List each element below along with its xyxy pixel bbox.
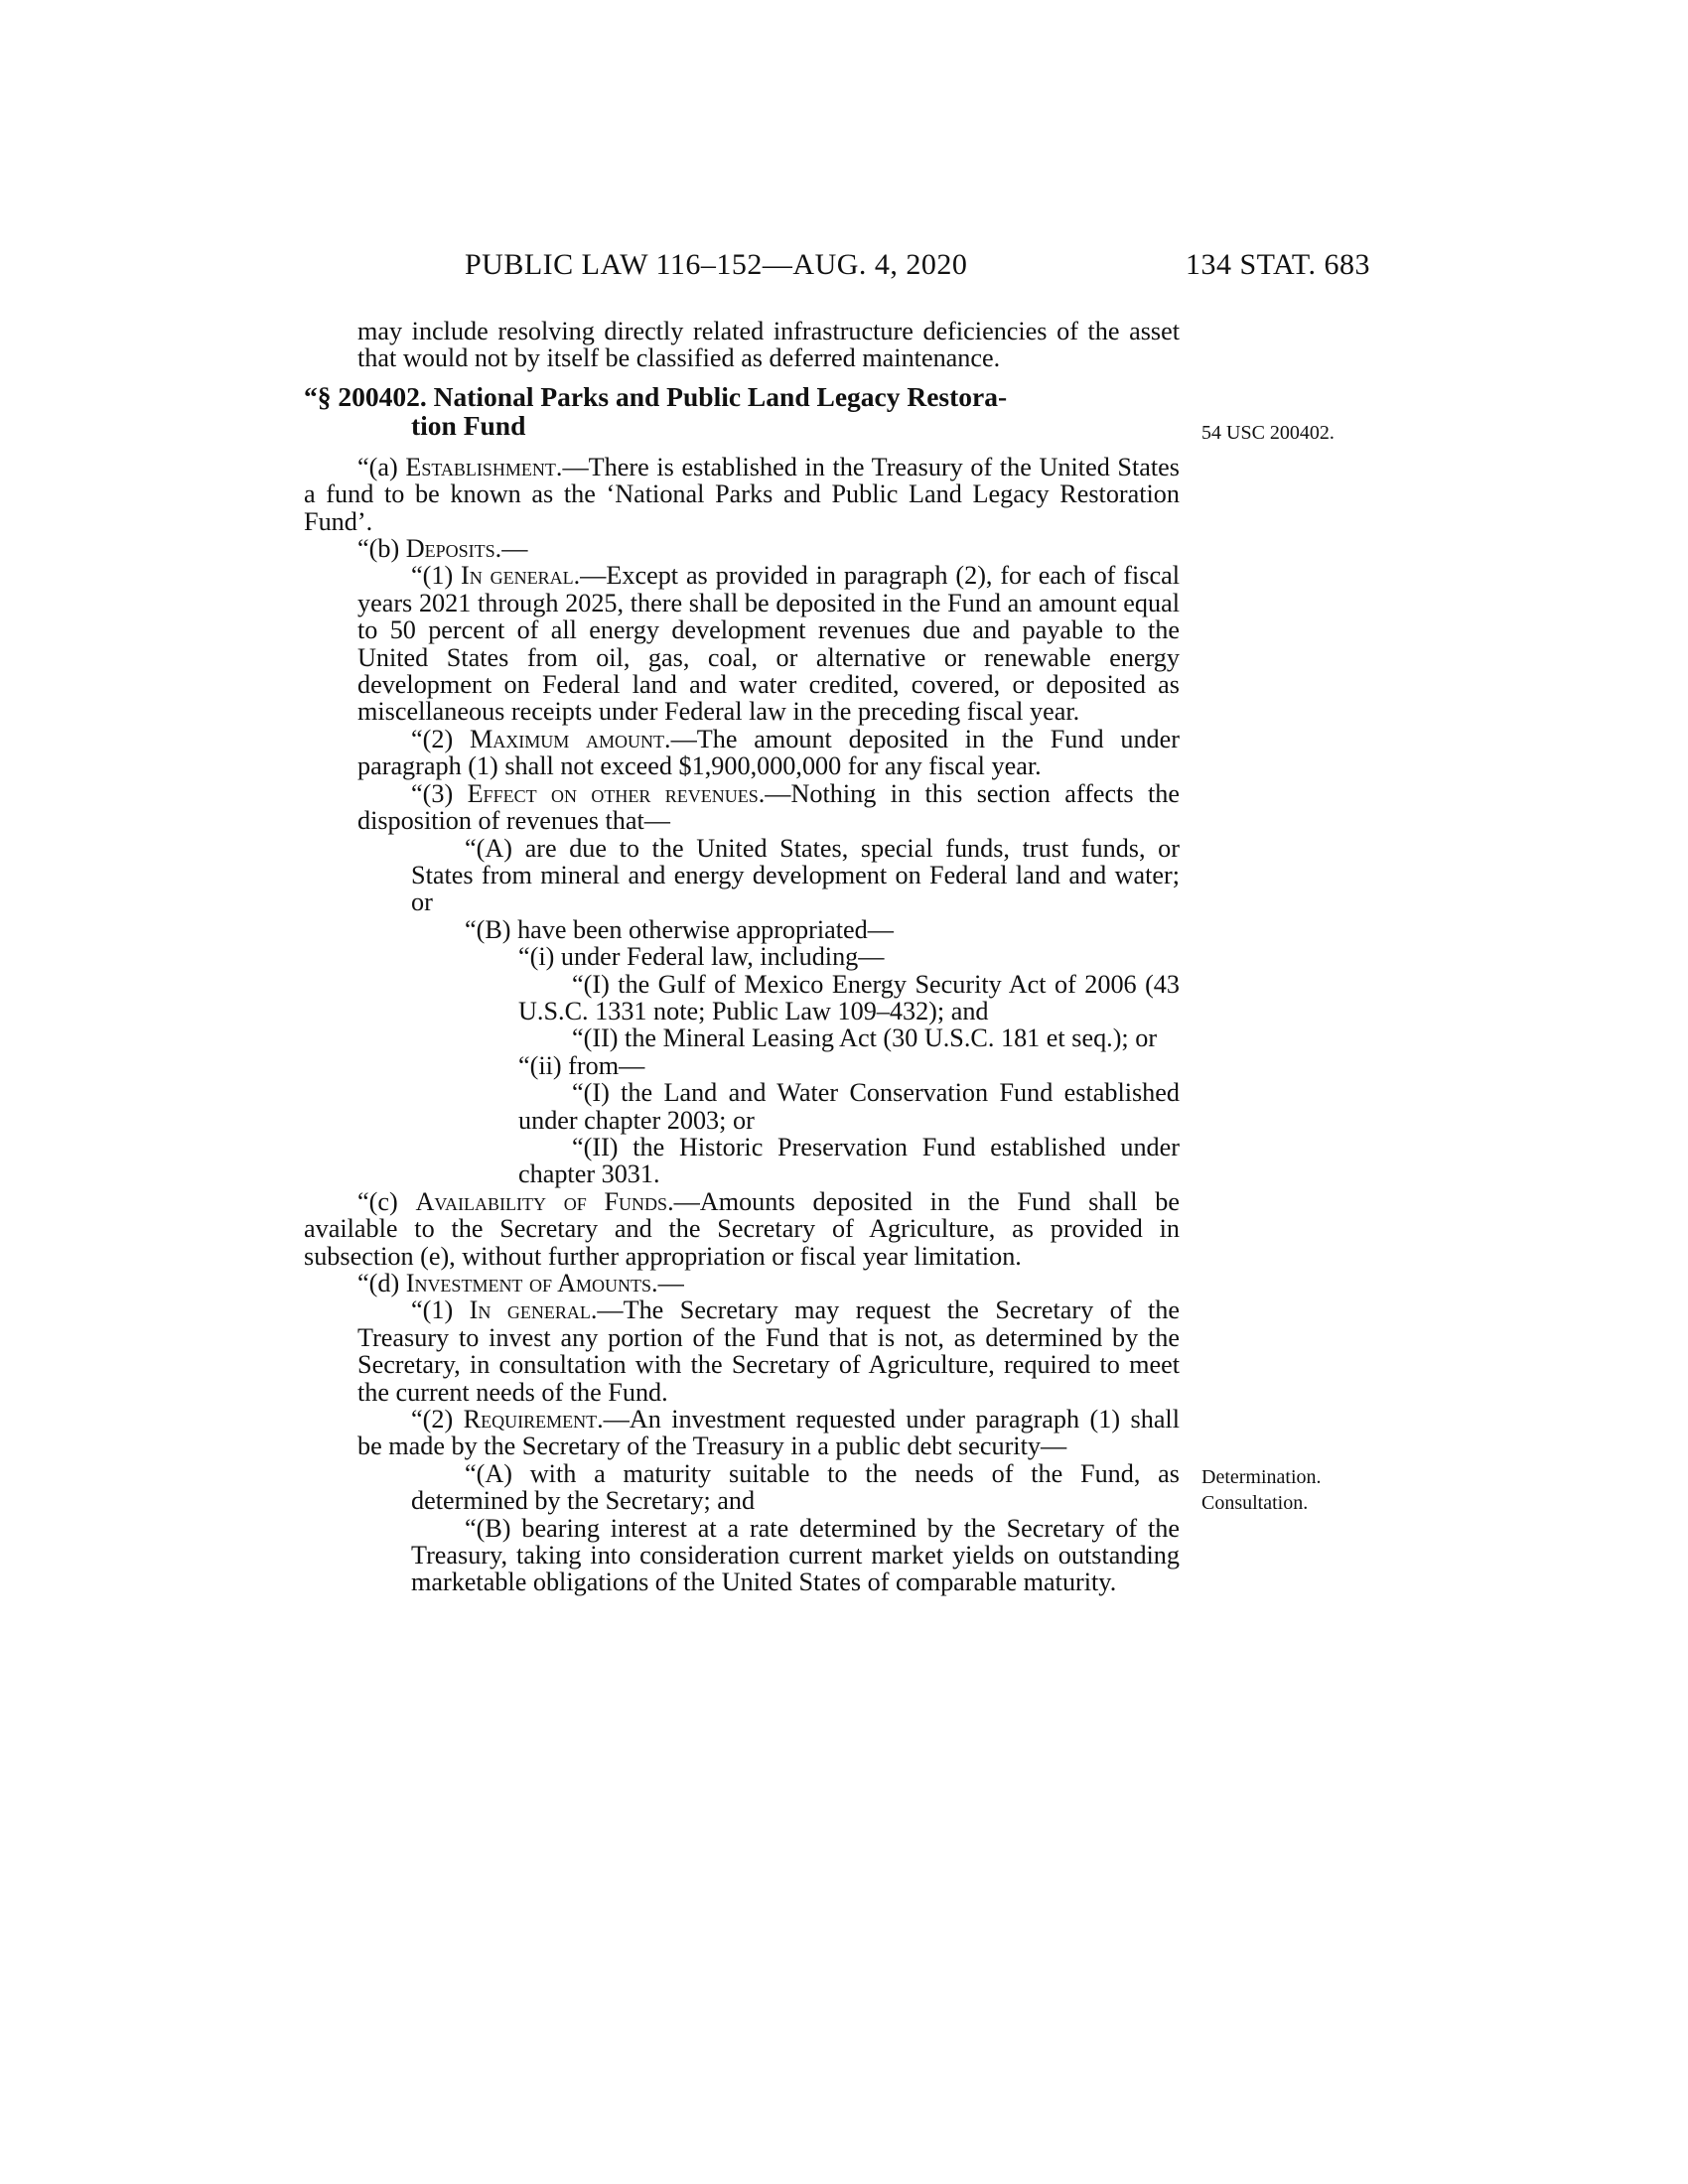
subsection-d-open: “(d) <box>357 1269 406 1297</box>
page-folio: 134 STAT. 683 <box>1185 248 1370 281</box>
paragraph-b2-text: .—The amount deposited in the Fund under paragraph (1) shall not exceed $1,900,000,000 for any fiscal year. <box>357 724 1180 781</box>
clause-b3-B-ii: “(ii) from— <box>518 1050 645 1080</box>
subsection-a <box>304 454 1180 535</box>
paragraph-b1-heading: In general <box>461 561 574 591</box>
margin-note-determination: Determination. <box>1201 1466 1322 1488</box>
clause-b3-B-ii-II: “(II) the Historic Preservation Fund established under chapter 3031. <box>518 1132 1180 1189</box>
paragraph-b1-text: .—Except as provided in paragraph (2), for each of fiscal years 2021 through 2025, there shall be deposited in the Fund an amount equal to 50 percent of all energy development revenues due and payable to the United States from oil, gas, coal, or alternative or renewable energy development on Federal land and water credited, covered, or deposited as miscellaneous receipts under Federal law in the preceding fiscal year. <box>357 561 1180 727</box>
paragraph-b3-heading: Effect on other revenues <box>467 778 759 808</box>
paragraph-b2 <box>357 726 1180 780</box>
paragraph-d1-text: .—The Secretary may request the Secretary of the Treasury to invest any portion of the Fund that is not, as determined by the Secretary, in consultation with the Secretary of Agriculture, required to meet the current needs of the Fund. <box>357 1296 1180 1407</box>
margin-note-consultation: Consultation. <box>1201 1492 1309 1514</box>
section-heading-line1: “§ 200402. National Parks and Public Land Legacy Restora- <box>304 380 1008 412</box>
carryover-paragraph: may include resolving directly related infrastructure deficiencies of the asset that would not by itself be classified as deferred maintenance. <box>357 317 1180 373</box>
paragraph-d2-open: “(2) <box>411 1405 464 1434</box>
subsection-d-heading: Investment of Amounts <box>405 1269 652 1297</box>
margin-note-usc: 54 USC 200402. <box>1201 422 1335 444</box>
subsection-b-open: “(b) <box>357 534 406 564</box>
subsection-d <box>304 1270 1180 1297</box>
clause-d2-A: “(A) with a maturity suitable to the needs of the Fund, as determined by the Secretary; and <box>411 1458 1180 1516</box>
paragraph-d1-open: “(1) <box>411 1296 470 1325</box>
clause-b3-B-i-II: “(II) the Mineral Leasing Act (30 U.S.C. 181 et seq.); or <box>572 1024 1158 1053</box>
subsection-c-open: “(c) <box>357 1186 416 1216</box>
paragraph-b2-open: “(2) <box>411 724 470 753</box>
subsection-b-text: .— <box>494 534 528 564</box>
running-head: PUBLIC LAW 116–152—AUG. 4, 2020 <box>465 248 968 281</box>
clause-b3-B-i-I: “(I) the Gulf of Mexico Energy Security Act of 2006 (43 U.S.C. 1331 note; Public Law 109–432); and <box>518 969 1180 1025</box>
paragraph-b1 <box>357 562 1180 725</box>
page-header <box>437 248 1370 288</box>
paragraph-b3 <box>357 780 1180 835</box>
clause-b3-B-ii-I: “(I) the Land and Water Conservation Fund established under chapter 2003; or <box>518 1078 1180 1135</box>
subsection-d-text: .— <box>651 1269 684 1297</box>
paragraph-b2-heading: Maximum amount <box>469 724 665 753</box>
subsection-c-text: .—Amounts deposited in the Fund shall be available to the Secretary and the Secretary of Agriculture, as provided in subsection (e), without further appropriation or fiscal year limitation. <box>304 1186 1180 1271</box>
paragraph-d2-text: .—An investment requested under paragraph (1) shall be made by the Secretary of the Treasury in a public debt security— <box>357 1405 1180 1461</box>
subsection-b-heading: Deposits <box>405 534 495 564</box>
section-heading <box>304 382 1180 440</box>
subsection-c <box>304 1188 1180 1270</box>
paragraph-d2-heading: Requirement <box>463 1405 598 1434</box>
paragraph-b3-text: .—Nothing in this section affects the disposition of revenues that— <box>357 778 1180 836</box>
clause-b3-B: “(B) have been otherwise appropriated— <box>465 914 894 944</box>
section-heading-line2: tion Fund <box>411 409 526 441</box>
paragraph-b3-open: “(3) <box>411 778 468 808</box>
subsection-a-text: .—There is established in the Treasury of the United States a fund to be known as the ‘National Parks and Public Land Legacy Restoration Fund’. <box>304 452 1180 536</box>
subsection-b <box>304 535 1180 562</box>
clause-b3-B-i: “(i) under Federal law, including— <box>518 942 885 972</box>
paragraph-d1 <box>357 1297 1180 1406</box>
paragraph-d2 <box>357 1406 1180 1460</box>
paragraph-d1-heading: In general <box>469 1296 591 1325</box>
subsection-a-open: “(a) <box>357 452 406 481</box>
statute-text <box>304 318 1180 1596</box>
clause-b3-A: “(A) are due to the United States, special funds, trust funds, or States from mineral and energy development on Federal land and water; or <box>411 833 1180 917</box>
clause-d2-B: “(B) bearing interest at a rate determined by the Secretary of the Treasury, taking into consideration current market yields on outstanding marketable obligations of the United States of comparable maturity. <box>411 1513 1180 1597</box>
subsection-a-heading: Establishment <box>405 452 556 481</box>
subsection-c-heading: Availability of Funds <box>415 1186 668 1216</box>
paragraph-b1-open: “(1) <box>411 561 462 591</box>
